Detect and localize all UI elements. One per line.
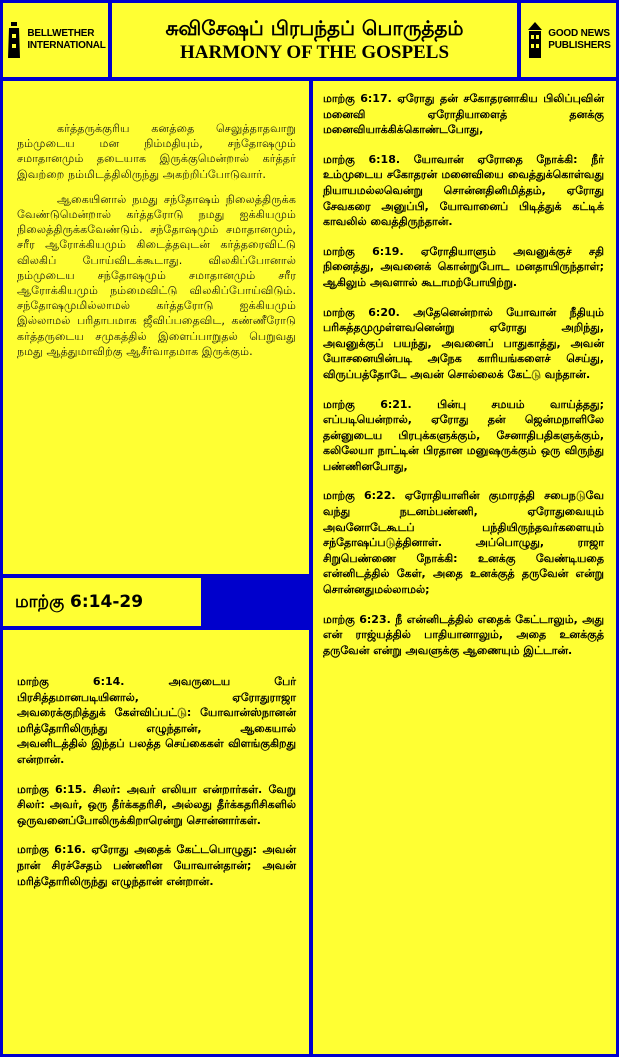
- verse-paragraph: மாற்கு 6:16. ஏரோது அதைக் கேட்டபொழுது: அவன் நான் சிரச்சேதம் பண்ணின யோவான்தான்; அவன் மரித்தோரிலிருந்து எழுந்தான் என்றான்.: [17, 843, 296, 888]
- right-logo-box: [521, 3, 616, 77]
- left-logo-line2: INTERNATIONAL: [27, 40, 106, 51]
- commentary-paragraph: ஆகையினால் நமது சந்தோஷம் நிலைத்திருக்க வேண்டுமென்றால் கர்த்தரோடு நமது ஐக்கியமும் நிலைத்திருக்கவேண்டும். சந்தோஷமும் சமாதானமும், சரீர ஆரோக்கியமும் கிடைத்தவுடன் கர்த்தரைவிட்டு விலகிப் போய்விடக்கூடாது. விலகிப்போனால் நம்முடைய சந்தோஷமும் சமாதானமும் சரீர ஆரோக்கியமும் நம்மைவிட்டு விலகிப்போய்விடும். சந்தோஷமுமில்லாமல் கர்த்தரோடு ஐக்கியமும் இல்லாமல் பரிதாபமாக ஜீவிப்பதைவிட, கண்ணீரோடு கர்த்தருடைய சமுகத்தில் இளைப்பாறுதல் பெறுவது நமது ஆத்துமாவிற்கு ஆசீர்வாதமாக இருக்கும்.: [17, 192, 296, 358]
- verse-paragraph: மாற்கு 6:14. அவருடைய பேர் பிரசித்தமானபடியினால், ஏரோதுராஜா அவரைக்குறித்துக் கேள்விப்பட்டு: யோவான்ஸ்நானன் மரித்தோரிலிருந்து எழுந்தான், ஆகையால் அவனிடத்தில் இந்தப் பலத்த செய்கைகள் விளங்குகிறது என்றான்.: [17, 675, 296, 766]
- tower-logo-icon: [5, 20, 23, 60]
- verse-paragraph: மாற்கு 6:22. ஏரோதியாளின் குமாரத்தி சபைநடுவே வந்து நடனம்பண்ணி, ஏரோதுவையும் அவனோடேகூடப் பந்தியிருந்தவர்களையும் சந்தோஷப்படுத்தினாள். அப்பொழுது, ராஜா சிறுபெண்ணை நோக்கி: உனக்கு வேண்டியதை என்னிடத்தில் கேள், அதை உனக்குத் தருவேன் என்று சொன்னதுமல்லாமல்;: [323, 489, 604, 597]
- commentary-panel: [3, 81, 309, 574]
- left-logo-line1: BELLWETHER: [27, 28, 95, 39]
- verses-right-panel: [313, 81, 616, 1054]
- verse-paragraph: மாற்கு 6:15. சிலர்: அவர் எலியா என்றார்கள். வேறு சிலர்: அவர், ஒரு தீர்க்கதரிசி, அல்லது தீர்க்கதரிசிகளில் ஒருவனைப்போலிருக்கிறாரென்று சொன்னார்கள்.: [17, 782, 296, 827]
- building-logo-icon: [526, 20, 544, 60]
- right-logo-line2: PUBLISHERS: [548, 40, 611, 51]
- verse-paragraph: மாற்கு 6:19. ஏரோதியாளும் அவனுக்குச் சதி நினைத்து, அவனைக் கொன்றுபோட மனதாயிருந்தாள்; ஆகிலும் அவளால் கூடாமற்போயிற்று.: [323, 244, 604, 289]
- verse-paragraph: மாற்கு 6:20. அதேனென்றால் யோவான் நீதியும் பரிசுத்தமுமுள்ளவனென்று ஏரோது அறிந்து, அவனுக்குப் பயந்து, அவனைப் பாதுகாத்து, அவன் யோசனையின்படி அநேக காரியங்களைச் செய்து, விருப்பத்தோடே அவன் சொல்லைக் கேட்டு வந்தான்.: [323, 305, 604, 381]
- verses-left-panel: [3, 630, 309, 1054]
- verse-paragraph: மாற்கு 6:21. பின்பு சமயம் வாய்த்தது; எப்படியென்றால், ஏரோது தன் ஜென்மநாளிலே தன்னுடைய பிரபுக்களுக்கும், சேனாதிபதிகளுக்கும், கலிலேயா நாட்டின் பிரதான மனுஷருக்கும் ஒரு விருந்து பண்ணினபோது,: [323, 397, 604, 473]
- page-title-tamil: சுவிசேஷப் பிரபந்தப் பொருத்தம்: [165, 16, 464, 40]
- title-box: [112, 3, 517, 77]
- verse-paragraph: மாற்கு 6:23. நீ என்னிடத்தில் எதைக் கேட்டாலும், அது என் ராஜ்யத்தில் பாதியானாலும், அதை உனக்குத் தருவேன் என்று அவளுக்கு ஆணையும் இட்டான்.: [323, 612, 604, 657]
- verse-paragraph: மாற்கு 6:18. யோவான் ஏரோதை நோக்கி: நீர் உம்முடைய சகோதரன் மனைவியை வைத்துக்கொள்வது நியாயமல்லவென்று சொன்னதினிமித்தம், ஏரோது சேவகரை அனுப்பி, யோவானைப் பிடித்துக் கட்டிக் காவலில் வைத்திருந்தான்.: [323, 152, 604, 229]
- commentary-paragraph: கர்த்தருக்குரிய கனத்தை செலுத்தாதவாறு நம்முடைய மன நிம்மதியும், சந்தோஷமும் சமாதானமும் தடையாக இருக்குமென்றால் கர்த்தர் இவற்றை நம்மிடத்திலிருந்து அகற்றிப்போடுவார்.: [17, 122, 296, 181]
- section-heading-box: [3, 578, 201, 626]
- verse-paragraph: மாற்கு 6:17. ஏரோது தன் சகோதரனாகிய பிலிப்புவின் மனைவி ஏரோதியாளைத் தனக்கு மனைவியாக்கிக்கொண்டபோது,: [323, 92, 604, 137]
- section-heading: மாற்கு 6:14-29: [15, 592, 144, 612]
- left-logo-box: [3, 3, 108, 77]
- right-logo-line1: GOOD NEWS: [548, 28, 610, 39]
- page-title-english: HARMONY OF THE GOSPELS: [179, 42, 450, 63]
